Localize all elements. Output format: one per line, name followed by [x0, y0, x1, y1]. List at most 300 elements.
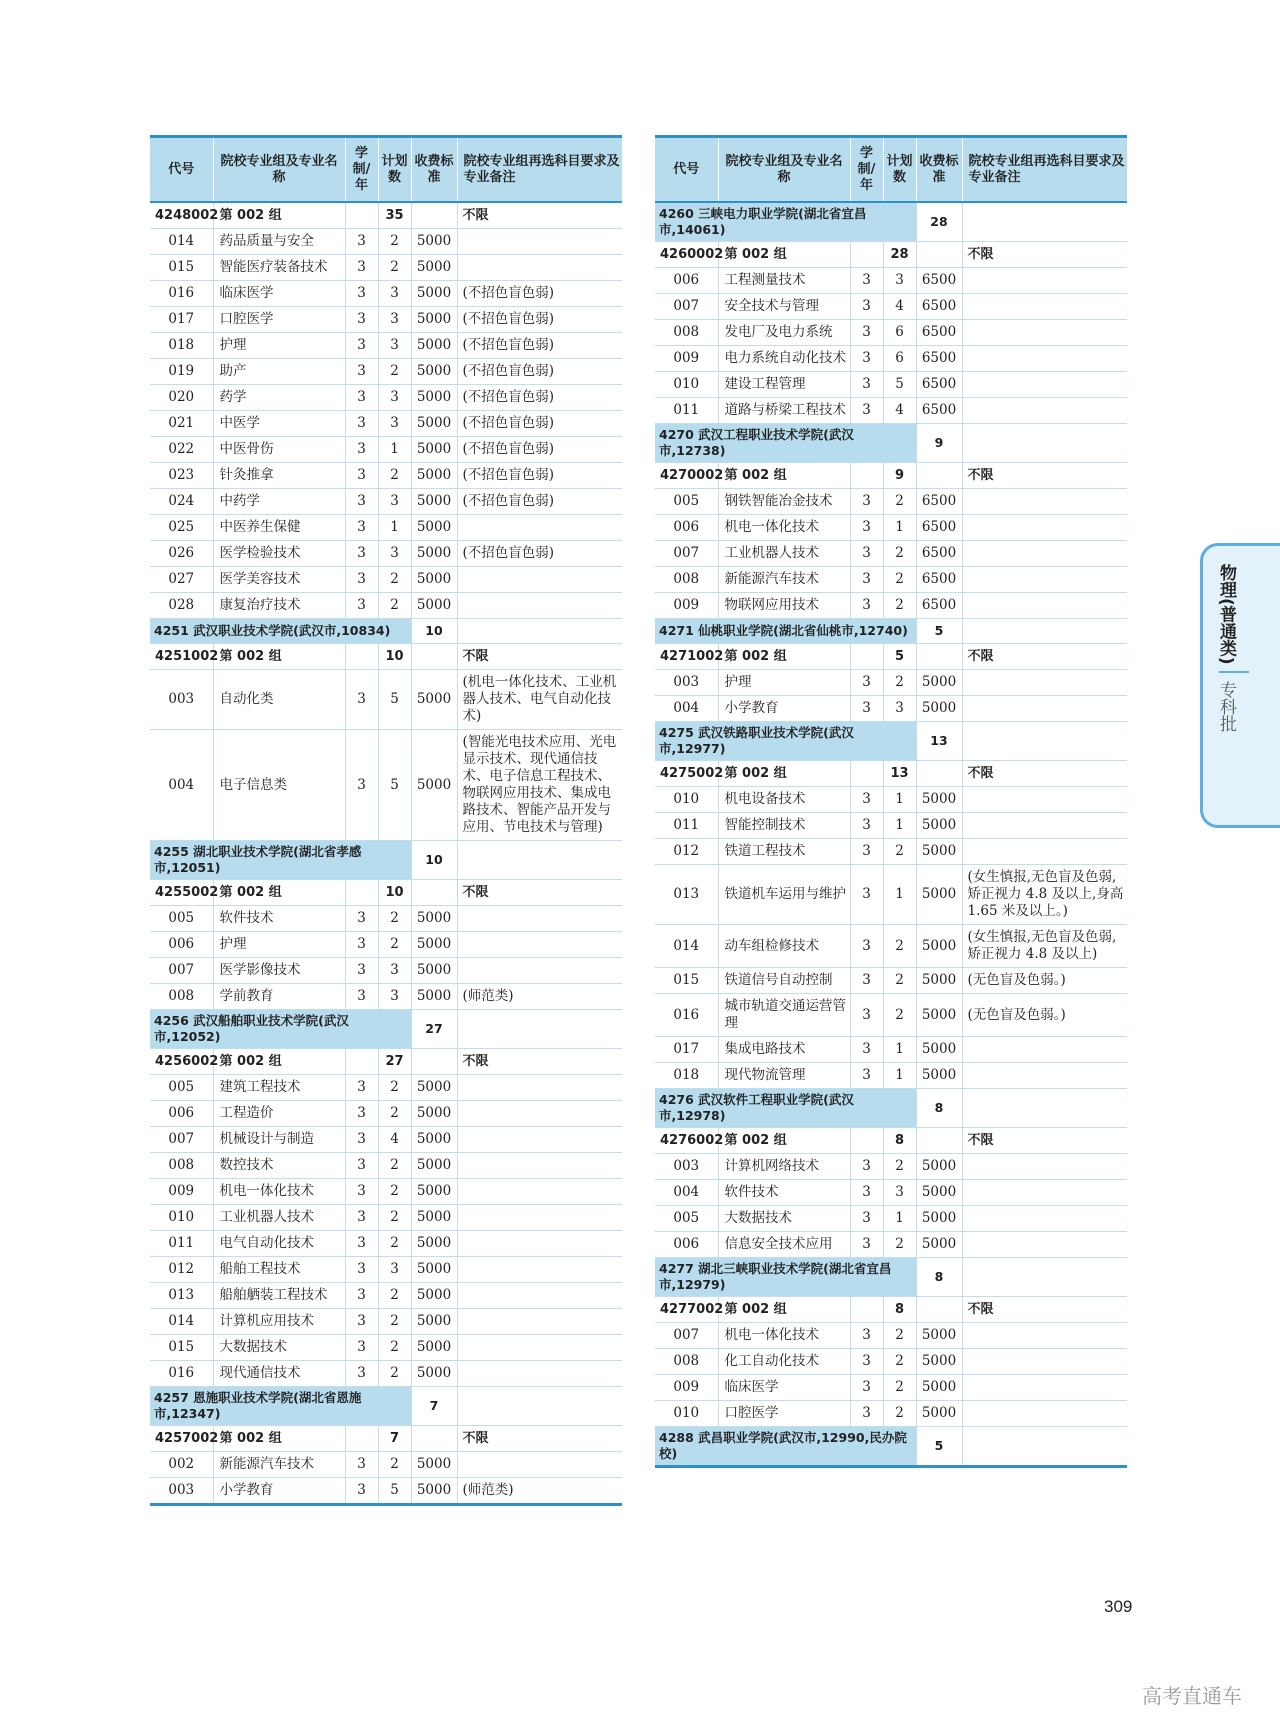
major-plan: 2	[883, 1349, 916, 1375]
major-remark	[457, 515, 622, 541]
school-name: 4260 三峡电力职业学院(湖北省宜昌市,14061)	[655, 202, 916, 242]
major-name: 化工自动化技术	[718, 1349, 850, 1375]
major-code: 009	[655, 1375, 718, 1401]
major-name: 智能控制技术	[718, 813, 850, 839]
major-years: 3	[850, 1375, 883, 1401]
table-row	[655, 865, 1127, 925]
table-row	[150, 1478, 622, 1505]
major-remark	[962, 787, 1127, 813]
table-row	[655, 398, 1127, 424]
group-plan: 35	[378, 202, 411, 229]
header-name: 院校专业组及专业名称	[718, 137, 850, 203]
major-name: 智能医疗装备技术	[213, 255, 345, 281]
table-row	[150, 1101, 622, 1127]
table-row	[655, 994, 1127, 1037]
major-years: 3	[345, 1283, 378, 1309]
table-row	[150, 906, 622, 932]
header-plan: 计划数	[378, 137, 411, 203]
table-row	[150, 489, 622, 515]
major-remark	[962, 372, 1127, 398]
major-name: 铁道工程技术	[718, 839, 850, 865]
major-fee: 5000	[916, 1232, 962, 1258]
major-plan: 3	[378, 541, 411, 567]
school-remark	[962, 722, 1127, 761]
major-plan: 2	[883, 968, 916, 994]
major-fee: 5000	[916, 994, 962, 1037]
major-name: 自动化类	[213, 670, 345, 730]
major-plan: 3	[378, 307, 411, 333]
major-remark	[962, 1180, 1127, 1206]
major-fee: 5000	[916, 1154, 962, 1180]
major-fee: 5000	[411, 1309, 457, 1335]
major-remark	[457, 567, 622, 593]
major-plan: 1	[378, 515, 411, 541]
major-code: 013	[150, 1283, 213, 1309]
major-code: 014	[150, 229, 213, 255]
major-fee: 6500	[916, 268, 962, 294]
major-name: 建筑工程技术	[213, 1075, 345, 1101]
major-code: 006	[655, 1232, 718, 1258]
group-code: 4260002	[655, 242, 718, 268]
major-remark	[962, 696, 1127, 722]
major-plan: 1	[883, 787, 916, 813]
major-name: 工业机器人技术	[213, 1205, 345, 1231]
group-years	[345, 644, 378, 670]
major-code: 010	[150, 1205, 213, 1231]
table-row	[655, 1323, 1127, 1349]
major-name: 护理	[718, 670, 850, 696]
group-fee	[916, 1128, 962, 1154]
major-years: 3	[345, 1127, 378, 1153]
major-years: 3	[850, 294, 883, 320]
major-remark: (不招色盲色弱)	[457, 411, 622, 437]
major-remark	[962, 1154, 1127, 1180]
major-remark	[457, 1153, 622, 1179]
major-plan: 3	[378, 958, 411, 984]
table-row	[150, 958, 622, 984]
table-row	[655, 696, 1127, 722]
major-years: 3	[850, 813, 883, 839]
major-fee: 5000	[411, 1153, 457, 1179]
group-plan: 7	[378, 1426, 411, 1452]
school-row	[655, 1258, 1127, 1297]
major-fee: 6500	[916, 294, 962, 320]
major-fee: 5000	[916, 1401, 962, 1427]
table-row	[655, 670, 1127, 696]
major-code: 007	[655, 541, 718, 567]
school-plan: 5	[916, 619, 962, 644]
major-code: 010	[655, 1401, 718, 1427]
major-code: 007	[150, 958, 213, 984]
major-fee: 6500	[916, 515, 962, 541]
table-row	[655, 320, 1127, 346]
group-fee	[916, 463, 962, 489]
major-fee: 5000	[916, 968, 962, 994]
major-fee: 5000	[411, 1452, 457, 1478]
major-fee: 5000	[411, 1101, 457, 1127]
major-fee: 5000	[411, 333, 457, 359]
major-code: 008	[655, 567, 718, 593]
table-row	[655, 1232, 1127, 1258]
major-years: 3	[345, 958, 378, 984]
major-plan: 5	[378, 1478, 411, 1505]
major-plan: 2	[378, 229, 411, 255]
major-name: 工程造价	[213, 1101, 345, 1127]
major-code: 011	[150, 1231, 213, 1257]
major-remark: (女生慎报,无色盲及色弱,矫正视力 4.8 及以上,身高 1.65 米及以上。)	[962, 865, 1127, 925]
major-code: 012	[150, 1257, 213, 1283]
major-plan: 2	[378, 567, 411, 593]
major-code: 002	[150, 1452, 213, 1478]
major-years: 3	[850, 1063, 883, 1089]
group-row	[150, 880, 622, 906]
major-years: 3	[345, 670, 378, 730]
major-fee: 5000	[411, 281, 457, 307]
major-remark	[962, 1375, 1127, 1401]
major-plan: 2	[378, 359, 411, 385]
major-plan: 3	[378, 333, 411, 359]
major-remark: (师范类)	[457, 1478, 622, 1505]
group-fee	[916, 242, 962, 268]
major-plan: 1	[883, 813, 916, 839]
major-name: 康复治疗技术	[213, 593, 345, 619]
group-remark: 不限	[457, 1426, 622, 1452]
major-plan: 6	[883, 346, 916, 372]
right-column	[655, 135, 1127, 1468]
major-code: 012	[655, 839, 718, 865]
major-code: 005	[150, 906, 213, 932]
major-fee: 5000	[411, 567, 457, 593]
major-fee: 5000	[916, 1206, 962, 1232]
major-fee: 5000	[411, 411, 457, 437]
header-remark: 院校专业组再选科目要求及专业备注	[457, 137, 622, 203]
major-fee: 5000	[916, 1375, 962, 1401]
major-name: 集成电路技术	[718, 1037, 850, 1063]
group-fee	[916, 761, 962, 787]
major-fee: 5000	[916, 670, 962, 696]
major-plan: 2	[378, 255, 411, 281]
major-fee: 5000	[916, 839, 962, 865]
major-name: 动车组检修技术	[718, 925, 850, 968]
header-fee: 收费标准	[916, 137, 962, 203]
group-plan: 8	[883, 1128, 916, 1154]
school-plan: 10	[411, 619, 457, 644]
group-row	[150, 1426, 622, 1452]
major-name: 铁道信号自动控制	[718, 968, 850, 994]
group-plan: 5	[883, 644, 916, 670]
major-remark	[962, 320, 1127, 346]
major-code: 016	[150, 281, 213, 307]
major-plan: 5	[883, 372, 916, 398]
major-code: 023	[150, 463, 213, 489]
group-fee	[411, 202, 457, 229]
table-row	[655, 541, 1127, 567]
major-code: 008	[150, 984, 213, 1010]
major-code: 014	[150, 1309, 213, 1335]
group-code: 4270002	[655, 463, 718, 489]
group-plan: 9	[883, 463, 916, 489]
left-column	[150, 135, 622, 1506]
major-fee: 5000	[411, 1075, 457, 1101]
admission-table-left	[150, 135, 622, 1506]
major-years: 3	[345, 1231, 378, 1257]
major-plan: 2	[883, 1323, 916, 1349]
table-row	[150, 463, 622, 489]
group-name: 第 002 组	[213, 1049, 345, 1075]
major-name: 学前教育	[213, 984, 345, 1010]
major-fee: 5000	[411, 385, 457, 411]
table-row	[150, 1075, 622, 1101]
school-remark	[457, 1010, 622, 1049]
group-row	[655, 644, 1127, 670]
major-years: 3	[850, 541, 883, 567]
major-years: 3	[345, 1101, 378, 1127]
major-remark	[962, 1323, 1127, 1349]
table-row	[150, 984, 622, 1010]
table-row	[655, 787, 1127, 813]
major-plan: 1	[883, 1063, 916, 1089]
major-remark: (不招色盲色弱)	[457, 437, 622, 463]
major-years: 3	[345, 1075, 378, 1101]
major-plan: 2	[883, 925, 916, 968]
major-fee: 5000	[916, 1037, 962, 1063]
header-years: 学制/年	[850, 137, 883, 203]
table-body-right	[655, 202, 1127, 1467]
major-years: 3	[345, 229, 378, 255]
header-name: 院校专业组及专业名称	[213, 137, 345, 203]
major-remark	[962, 839, 1127, 865]
table-row	[150, 1153, 622, 1179]
group-name: 第 002 组	[213, 644, 345, 670]
major-years: 3	[345, 281, 378, 307]
major-plan: 2	[883, 489, 916, 515]
group-years	[345, 880, 378, 906]
group-name: 第 002 组	[718, 463, 850, 489]
major-name: 机电一体化技术	[213, 1179, 345, 1205]
major-years: 3	[345, 307, 378, 333]
table-row	[655, 1180, 1127, 1206]
school-row	[655, 1089, 1127, 1128]
major-name: 计算机网络技术	[718, 1154, 850, 1180]
major-fee: 5000	[916, 1180, 962, 1206]
major-plan: 1	[883, 1037, 916, 1063]
major-years: 3	[850, 670, 883, 696]
school-plan: 9	[916, 424, 962, 463]
major-name: 助产	[213, 359, 345, 385]
table-row	[150, 567, 622, 593]
major-name: 药品质量与安全	[213, 229, 345, 255]
major-remark: (不招色盲色弱)	[457, 281, 622, 307]
major-name: 道路与桥梁工程技术	[718, 398, 850, 424]
group-name: 第 002 组	[718, 644, 850, 670]
major-plan: 2	[378, 1231, 411, 1257]
major-remark	[457, 1231, 622, 1257]
major-fee: 5000	[916, 1323, 962, 1349]
major-remark	[457, 1361, 622, 1387]
major-fee: 5000	[411, 489, 457, 515]
major-fee: 5000	[411, 730, 457, 841]
table-row	[150, 1179, 622, 1205]
group-name: 第 002 组	[718, 1297, 850, 1323]
school-row	[655, 202, 1127, 242]
header-years: 学制/年	[345, 137, 378, 203]
school-remark	[962, 619, 1127, 644]
page-number: 309	[1104, 1597, 1133, 1616]
major-remark: (机电一体化技术、工业机器人技术、电气自动化技术)	[457, 670, 622, 730]
header-code: 代号	[655, 137, 718, 203]
major-years: 3	[345, 255, 378, 281]
major-plan: 4	[883, 294, 916, 320]
major-plan: 2	[378, 463, 411, 489]
major-name: 电子信息类	[213, 730, 345, 841]
major-plan: 2	[883, 670, 916, 696]
major-years: 3	[850, 320, 883, 346]
major-code: 017	[150, 307, 213, 333]
major-remark	[962, 1037, 1127, 1063]
major-code: 005	[150, 1075, 213, 1101]
major-code: 006	[655, 268, 718, 294]
school-row	[655, 619, 1127, 644]
major-remark	[962, 1232, 1127, 1258]
major-name: 工业机器人技术	[718, 541, 850, 567]
major-years: 3	[850, 1154, 883, 1180]
major-remark: (无色盲及色弱。)	[962, 994, 1127, 1037]
school-plan: 10	[411, 841, 457, 880]
major-code: 015	[655, 968, 718, 994]
group-fee	[916, 1297, 962, 1323]
table-row	[150, 359, 622, 385]
watermark: 高考直通车	[1142, 1684, 1242, 1708]
major-remark	[962, 515, 1127, 541]
major-plan: 3	[883, 1180, 916, 1206]
school-plan: 27	[411, 1010, 457, 1049]
school-name: 4255 湖北职业技术学院(湖北省孝感市,12051)	[150, 841, 411, 880]
major-fee: 5000	[411, 1127, 457, 1153]
table-row	[655, 346, 1127, 372]
group-code: 4276002	[655, 1128, 718, 1154]
table-row	[150, 1361, 622, 1387]
major-code: 008	[655, 1349, 718, 1375]
table-header	[655, 137, 1127, 203]
major-plan: 2	[378, 932, 411, 958]
major-code: 009	[655, 593, 718, 619]
major-name: 大数据技术	[213, 1335, 345, 1361]
school-name: 4277 湖北三峡职业技术学院(湖北省宜昌市,12979)	[655, 1258, 916, 1297]
group-row	[150, 1049, 622, 1075]
major-fee: 5000	[411, 1231, 457, 1257]
group-remark: 不限	[457, 1049, 622, 1075]
header-code: 代号	[150, 137, 213, 203]
header-fee: 收费标准	[411, 137, 457, 203]
major-plan: 1	[883, 1206, 916, 1232]
major-code: 025	[150, 515, 213, 541]
major-fee: 5000	[411, 1257, 457, 1283]
group-code: 4275002	[655, 761, 718, 787]
major-fee: 6500	[916, 593, 962, 619]
major-years: 3	[850, 346, 883, 372]
major-fee: 5000	[411, 1478, 457, 1505]
major-remark	[457, 932, 622, 958]
major-years: 3	[345, 463, 378, 489]
major-years: 3	[345, 567, 378, 593]
major-name: 数控技术	[213, 1153, 345, 1179]
major-fee: 5000	[411, 437, 457, 463]
major-remark	[962, 1401, 1127, 1427]
group-name: 第 002 组	[213, 880, 345, 906]
school-name: 4256 武汉船舶职业技术学院(武汉市,12052)	[150, 1010, 411, 1049]
major-fee: 5000	[411, 255, 457, 281]
major-name: 中医骨伤	[213, 437, 345, 463]
major-years: 3	[345, 333, 378, 359]
table-row	[150, 333, 622, 359]
major-remark: (不招色盲色弱)	[457, 385, 622, 411]
table-header	[150, 137, 622, 203]
group-row	[655, 761, 1127, 787]
major-name: 针灸推拿	[213, 463, 345, 489]
side-tab-batch: 专科批	[1216, 680, 1236, 732]
table-row	[150, 1231, 622, 1257]
group-name: 第 002 组	[718, 242, 850, 268]
major-fee: 6500	[916, 346, 962, 372]
group-remark: 不限	[962, 1128, 1127, 1154]
major-remark	[457, 1309, 622, 1335]
school-row	[150, 841, 622, 880]
major-name: 现代物流管理	[718, 1063, 850, 1089]
major-fee: 5000	[916, 696, 962, 722]
school-name: 4251 武汉职业技术学院(武汉市,10834)	[150, 619, 411, 644]
major-code: 006	[655, 515, 718, 541]
major-remark	[962, 268, 1127, 294]
major-code: 009	[655, 346, 718, 372]
table-row	[655, 567, 1127, 593]
group-years	[850, 242, 883, 268]
group-years	[345, 1049, 378, 1075]
group-name: 第 002 组	[213, 202, 345, 229]
group-code: 4248002	[150, 202, 213, 229]
group-code: 4255002	[150, 880, 213, 906]
group-name: 第 002 组	[718, 1128, 850, 1154]
major-fee: 5000	[916, 925, 962, 968]
major-code: 007	[150, 1127, 213, 1153]
school-row	[655, 1427, 1127, 1467]
major-years: 3	[345, 385, 378, 411]
major-code: 006	[150, 932, 213, 958]
major-plan: 6	[883, 320, 916, 346]
major-fee: 5000	[411, 1361, 457, 1387]
major-fee: 6500	[916, 320, 962, 346]
major-name: 护理	[213, 333, 345, 359]
major-name: 发电厂及电力系统	[718, 320, 850, 346]
major-fee: 5000	[916, 787, 962, 813]
group-fee	[916, 644, 962, 670]
table-row	[150, 255, 622, 281]
major-name: 机械设计与制造	[213, 1127, 345, 1153]
major-name: 物联网应用技术	[718, 593, 850, 619]
school-row	[150, 1387, 622, 1426]
table-row	[655, 372, 1127, 398]
group-plan: 28	[883, 242, 916, 268]
major-code: 019	[150, 359, 213, 385]
group-remark: 不限	[962, 761, 1127, 787]
major-fee: 6500	[916, 541, 962, 567]
school-plan: 7	[411, 1387, 457, 1426]
major-years: 3	[345, 1309, 378, 1335]
table-row	[150, 1335, 622, 1361]
table-row	[150, 670, 622, 730]
major-remark	[457, 1179, 622, 1205]
major-remark	[962, 813, 1127, 839]
group-code: 4277002	[655, 1297, 718, 1323]
